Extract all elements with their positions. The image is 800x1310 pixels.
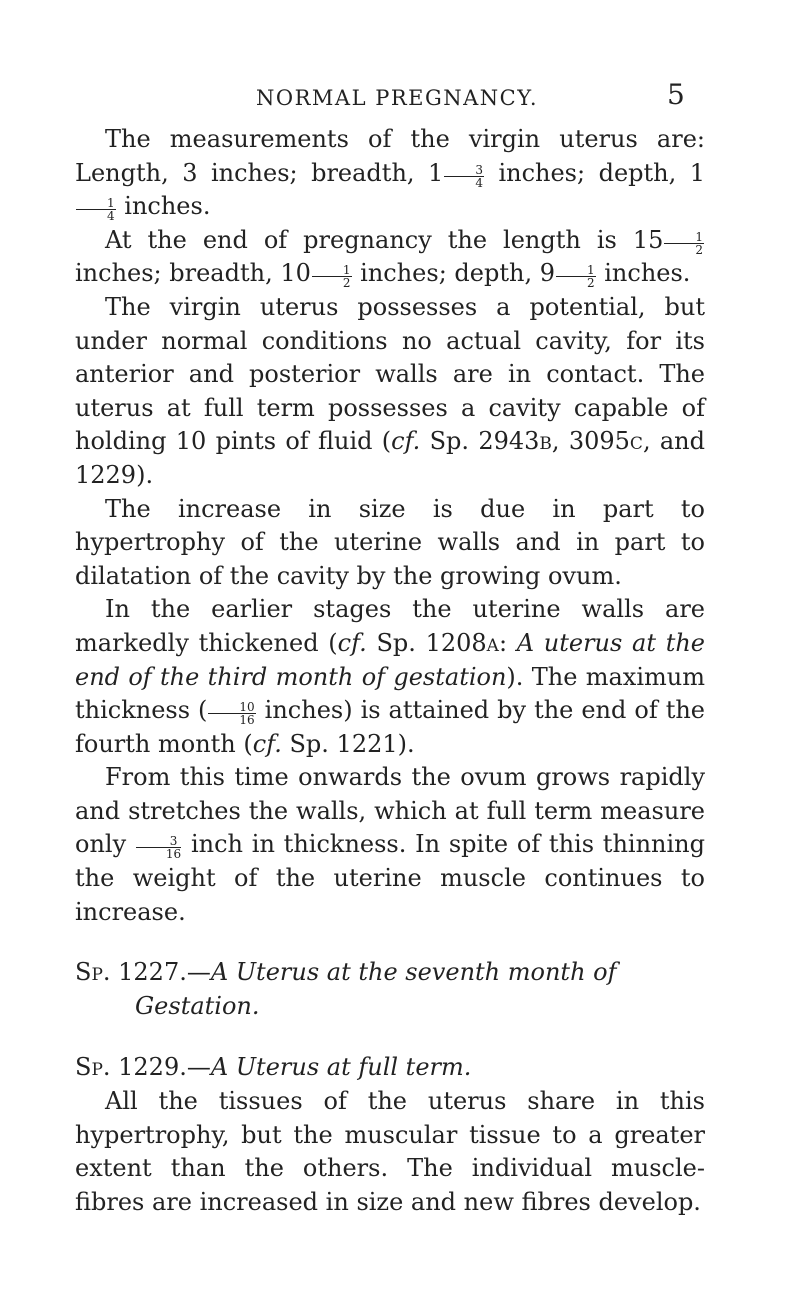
fraction: $\frac{10}{16}$ [208,701,255,726]
paragraph-thickening: In the earlier stages the uterine walls are markedly thickened (cf. Sp. 1208a: A uterus at the end of the third month of gestation). The maximum thickness ( $\frac{10}{16}$ inches) is attained by the end of the fourth month (cf. Sp. 1221). [75,595,705,758]
fraction: $\frac{3}{16}$ [136,835,181,860]
page-number: 5 [667,78,685,111]
specimen-entry-1229: Sp. 1229.—A Uterus at full term. [75,1053,472,1082]
paragraph-tissues: All the tissues of the uterus share in this hypertrophy, but the muscular tissue to a greater extent than the others. The individual muscle-fibres are increased in size and new fibres develop. [75,1087,705,1216]
paragraph-term-measurements: At the end of pregnancy the length is 15 $\frac{1}{2}$ inches; breadth, 10 $\frac{1}{2}$ inches; depth, 9 $\frac{1}{2}$ inches. [75,225,703,291]
specimen-entry-1227: Sp. 1227.—A Uterus at the seventh month of Gestation. [75,958,617,1020]
running-head [0,78,800,116]
paragraph-cavity: The virgin uterus possesses a potential, but under normal conditions no actual cavity, for its anterior and posterior walls are in contact. The uterus at full term possesses a cavity capable of holding 10 pints of fluid (cf. Sp. 2943b, 3095c, and 1229). [75,292,705,489]
paragraph-thinning: From this time onwards the ovum grows rapidly and stretches the walls, which at full term measure only $\frac{3}{16}$ inch in thickness. In spite of this thinning the weight of the uterine muscle continues to increase. [75,763,705,926]
fraction: $\frac{1}{4}$ [76,197,116,222]
paragraph-virgin-measurements: The measurements of the virgin uterus are: Length, 3 inches; breadth, 1 $\frac{3}{4}$ inches; depth, 1 $\frac{1}{4}$ inches. [75,125,706,224]
fraction: $\frac{3}{4}$ [444,164,484,189]
page-body [75,123,705,1219]
fraction: $\frac{1}{2}$ [312,264,352,289]
fraction: $\frac{1}{2}$ [664,231,704,256]
paragraph-increase: The increase in size is due in part to hypertrophy of the uterine walls and in part to dilatation of the cavity by the growing ovum. [75,494,705,590]
fraction: $\frac{1}{2}$ [556,264,596,289]
running-title: NORMAL PREGNANCY. [256,86,539,110]
